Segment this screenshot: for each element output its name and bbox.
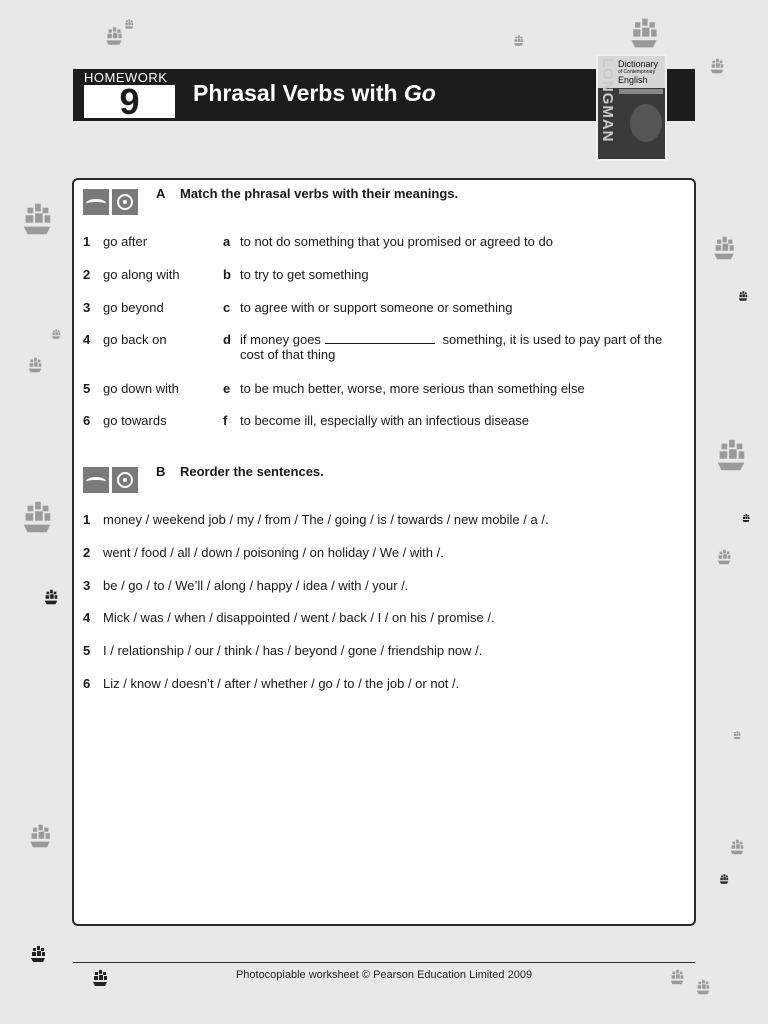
ship-icon [50, 328, 62, 340]
meaning-text-after: something, it is used to pay part of the [438, 332, 663, 347]
section-b-letter: B [156, 464, 166, 479]
verb-number: 6 [83, 413, 91, 428]
meaning-text: to become ill, especially with an infectious disease [240, 413, 530, 428]
section-a-icons [83, 189, 138, 215]
dictionary-cover [596, 54, 667, 161]
sentence-text: Liz / know / doesn’t / after / whether / go / to / the job / or not /. [103, 676, 460, 691]
sentence-number: 6 [83, 676, 91, 691]
meaning-letter: c [223, 300, 231, 315]
sentence-number: 1 [83, 512, 91, 527]
sentence-number: 5 [83, 643, 91, 658]
ship-icon [626, 15, 662, 51]
dictionary-brand: LONGMAN [599, 58, 616, 143]
verb-text: go along with [103, 267, 180, 282]
section-b-icons [83, 467, 138, 493]
title-text: Phrasal Verbs with [193, 80, 404, 106]
ship-icon [512, 34, 525, 47]
verb-number: 3 [83, 300, 91, 315]
meaning-text-before: if money goes [240, 332, 321, 347]
ship-icon [103, 25, 125, 47]
ship-icon [26, 822, 54, 850]
meaning-text-line2: cost of that thing [240, 347, 336, 362]
sentence-number: 4 [83, 610, 91, 625]
ship-icon [715, 548, 733, 566]
ship-icon [718, 873, 730, 885]
section-a-letter: A [156, 186, 166, 201]
ship-icon [728, 838, 746, 856]
sentence-number: 3 [83, 578, 91, 593]
ship-icon [18, 200, 56, 238]
footer-divider [73, 962, 695, 963]
dict-line-1: Dictionary [618, 59, 659, 69]
verb-number: 2 [83, 267, 91, 282]
verb-text: go back on [103, 332, 167, 347]
meaning-letter: f [223, 413, 228, 428]
meaning-text: to agree with or support someone or something [240, 300, 513, 315]
sentence-text: be / go / to / We’ll / along / happy / idea / with / your /. [103, 578, 409, 593]
dictionary-title [618, 59, 658, 85]
ship-icon [732, 730, 742, 740]
title-italic: Go [403, 80, 436, 106]
homework-label: HOMEWORK [84, 70, 168, 85]
ship-icon [741, 513, 751, 523]
homework-number: 9 [84, 85, 175, 118]
section-a-instruction: Match the phrasal verbs with their meanings. [180, 186, 459, 201]
verb-text: go down with [103, 381, 179, 396]
verb-text: go towards [103, 413, 167, 428]
footer-copyright: Photocopiable worksheet © Pearson Education Limited 2009 [235, 969, 533, 981]
ship-icon [712, 436, 750, 474]
meaning-text: to not do something that you promised or agreed to do [240, 234, 553, 249]
meaning-letter: b [223, 267, 231, 282]
verb-text: go after [103, 234, 148, 249]
verb-number: 5 [83, 381, 91, 396]
meaning-text [240, 332, 690, 362]
ship-icon [710, 234, 738, 262]
meaning-text: to try to get something [240, 267, 369, 282]
page-title [193, 80, 436, 107]
ship-icon [123, 18, 135, 30]
cd-icon [112, 189, 138, 215]
meaning-text: to be much better, worse, more serious than something else [240, 381, 585, 396]
verb-number: 4 [83, 332, 91, 347]
meaning-letter: e [223, 381, 231, 396]
verb-number: 1 [83, 234, 91, 249]
section-b-instruction: Reorder the sentences. [180, 464, 324, 479]
ship-icon [28, 944, 48, 964]
dict-line-2: of Contemporary [618, 69, 656, 75]
book-icon [83, 467, 109, 493]
verb-text: go beyond [103, 300, 164, 315]
book-icon [83, 189, 109, 215]
ship-icon [737, 290, 749, 302]
ship-icon [18, 498, 56, 536]
sentence-text: money / weekend job / my / from / The / going / is / towards / new mobile / a /. [103, 512, 549, 527]
cd-icon [112, 467, 138, 493]
ship-icon [708, 57, 726, 75]
dict-line-3: English [618, 75, 648, 85]
meaning-letter: d [223, 332, 231, 347]
sentence-text: Mick / was / when / disappointed / went / back / I / on his / promise /. [103, 610, 495, 625]
sentence-text: I / relationship / our / think / has / beyond / gone / friendship now /. [103, 643, 483, 658]
ship-icon [42, 588, 60, 606]
ship-icon [26, 356, 44, 374]
answer-blank [325, 332, 435, 344]
sentence-text: went / food / all / down / poisoning / on holiday / We / with /. [103, 545, 444, 560]
meaning-letter: a [223, 234, 231, 249]
sentence-number: 2 [83, 545, 91, 560]
